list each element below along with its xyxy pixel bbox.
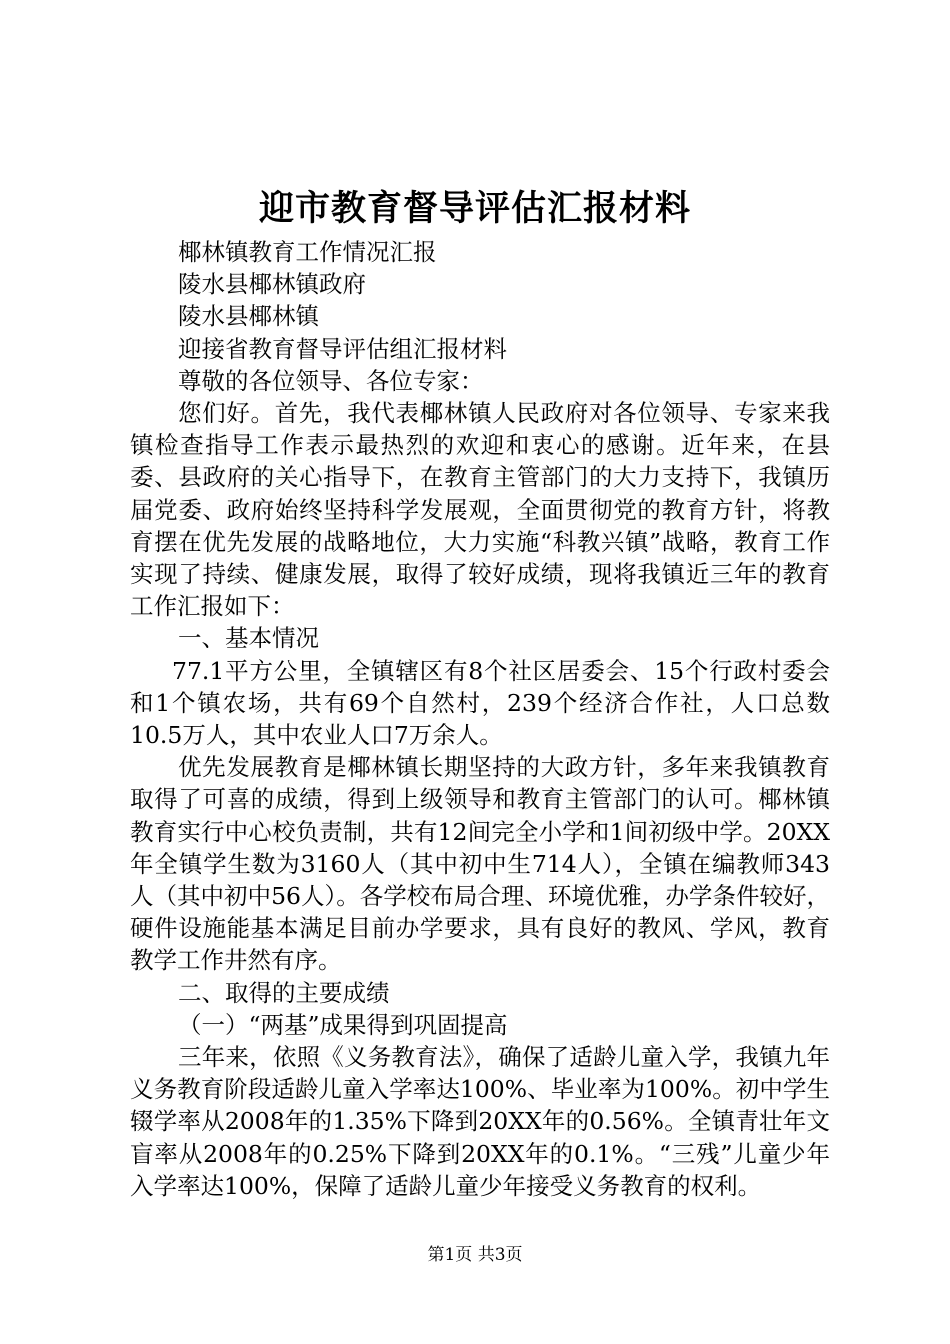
section-heading-achievements: 二、取得的主要成绩 bbox=[178, 978, 390, 1007]
paragraph-education-overview: 优先发展教育是椰林镇长期坚持的大政方针，多年来我镇教育取得了可喜的成绩，得到上级领导和教育主管部门的认可。椰林镇教育实行中心校负责制，共有12间完全小学和1间初级中学。20XX年全镇学生数为3160人（其中初中生714人），全镇在编教师343人（其中初中56人）。各学校布局合理、环境优雅，办学条件较好，硬件设施能基本满足目前办学要求，具有良好的教风、学风，教育教学工作井然有序。 bbox=[130, 753, 830, 975]
subsection-heading-liangji: （一）“两基”成果得到巩固提高 bbox=[178, 1010, 508, 1039]
paragraph-issuer: 陵水县椰林镇政府 bbox=[178, 270, 366, 299]
paragraph-location: 陵水县椰林镇 bbox=[178, 302, 319, 331]
paragraph-salutation: 尊敬的各位领导、各位专家： bbox=[178, 366, 484, 395]
page-footer: 第1页 共3页 bbox=[427, 1245, 523, 1265]
document-body bbox=[130, 236, 830, 1202]
paragraph-subtitle: 椰林镇教育工作情况汇报 bbox=[178, 238, 437, 266]
document-title: 迎市教育督导评估汇报材料 bbox=[258, 188, 691, 229]
paragraph-area: 77.1平方公里，全镇辖区有8个社区居委会、15个行政村委会和1个镇农场，共有69个自然村，239个经济合作社，人口总数10.5万人，其中农业人口7万余人。 bbox=[130, 656, 830, 750]
paragraph-report-name: 迎接省教育督导评估组汇报材料 bbox=[178, 334, 507, 363]
paragraph-enrollment: 三年来，依照《义务教育法》，确保了适龄儿童入学，我镇九年义务教育阶段适龄儿童入学率达100%、毕业率为100%。初中学生辍学率从2008年的1.35%下降到20XX年的0.56%。全镇青壮年文盲率从2008年的0.25%下降到20XX年的0.1%。“三残”儿童少年入学率达100%，保障了适龄儿童少年接受义务教育的权利。 bbox=[130, 1043, 830, 1200]
section-heading-basic: 一、基本情况 bbox=[178, 624, 319, 653]
paragraph-greeting: 您们好。首先，我代表椰林镇人民政府对各位领导、专家来我镇检查指导工作表示最热烈的欢迎和衷心的感谢。近年来，在县委、县政府的关心指导下，在教育主管部门的大力支持下，我镇历届党委、政府始终坚持科学发展观，全面贯彻党的教育方针，将教育摆在优先发展的战略地位，大力实施“科教兴镇”战略，教育工作实现了持续、健康发展，取得了较好成绩，现将我镇近三年的教育工作汇报如下： bbox=[130, 399, 830, 621]
